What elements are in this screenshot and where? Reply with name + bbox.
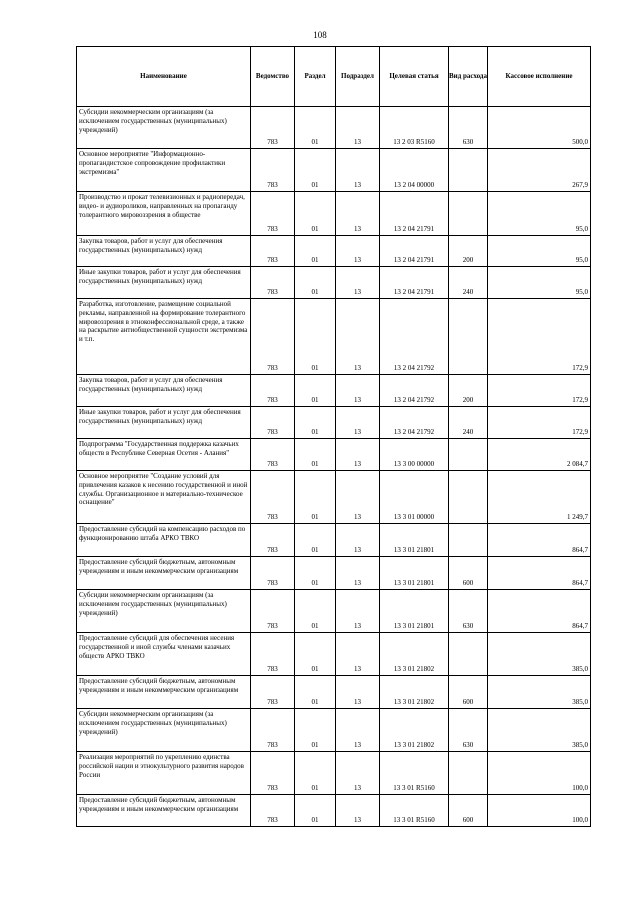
cell-section: 01 [295, 107, 336, 149]
cell-type: 630 [449, 590, 488, 633]
cell-dept: 783 [251, 267, 295, 299]
cell-section: 01 [295, 524, 336, 557]
cell-section: 01 [295, 375, 336, 407]
cell-name: Иные закупки товаров, работ и услуг для обеспечения государственных (муниципальных) нужд [77, 267, 251, 299]
table-row [77, 149, 591, 192]
cell-dept: 783 [251, 107, 295, 149]
cell-subsection: 13 [336, 439, 380, 471]
table-row [77, 524, 591, 557]
table-row [77, 107, 591, 149]
table-row [77, 471, 591, 524]
cell-dept: 783 [251, 633, 295, 676]
cell-subsection: 13 [336, 633, 380, 676]
cell-name: Производство и прокат телевизионных и радиопередач, видео- и аудиороликов, направленных на пропаганду толерантного мировоззрения в обществе [77, 192, 251, 236]
cell-cash: 2 084,7 [488, 439, 591, 471]
cell-target: 13 2 04 21792 [380, 407, 449, 439]
header-section: Раздел [295, 47, 336, 107]
cell-cash: 385,0 [488, 633, 591, 676]
cell-target: 13 3 01 00000 [380, 471, 449, 524]
budget-table [76, 46, 591, 827]
cell-dept: 783 [251, 795, 295, 827]
cell-cash: 864,7 [488, 524, 591, 557]
cell-subsection: 13 [336, 795, 380, 827]
cell-type: 600 [449, 676, 488, 709]
cell-section: 01 [295, 471, 336, 524]
cell-section: 01 [295, 267, 336, 299]
cell-dept: 783 [251, 471, 295, 524]
cell-subsection: 13 [336, 149, 380, 192]
table-row [77, 236, 591, 267]
cell-target: 13 2 04 21791 [380, 236, 449, 267]
header-dept: Ведомство [251, 47, 295, 107]
cell-dept: 783 [251, 676, 295, 709]
cell-target: 13 2 04 00000 [380, 149, 449, 192]
cell-name: Предоставление субсидий бюджетным, автономным учреждениям и иным некоммерческим организациям [77, 676, 251, 709]
cell-target: 13 2 04 21791 [380, 267, 449, 299]
cell-name: Субсидии некоммерческим организациям (за исключением государственных (муниципальных) учреждений) [77, 590, 251, 633]
cell-target: 13 2 04 21792 [380, 375, 449, 407]
cell-dept: 783 [251, 375, 295, 407]
cell-target: 13 3 01 21802 [380, 709, 449, 752]
cell-subsection: 13 [336, 590, 380, 633]
header-name: Наименование [77, 47, 251, 107]
cell-subsection: 13 [336, 375, 380, 407]
cell-dept: 783 [251, 590, 295, 633]
cell-type [449, 752, 488, 795]
page-number: 108 [313, 30, 327, 40]
cell-target: 13 3 01 21801 [380, 524, 449, 557]
cell-name: Подпрограмма "Государственная поддержка казачьих обществ в Республике Северная Осетия - Алания" [77, 439, 251, 471]
cell-cash: 172,9 [488, 407, 591, 439]
table-row [77, 375, 591, 407]
cell-cash: 95,0 [488, 192, 591, 236]
cell-target: 13 2 04 21791 [380, 192, 449, 236]
cell-dept: 783 [251, 557, 295, 590]
cell-type: 240 [449, 267, 488, 299]
cell-name: Реализация мероприятий по укреплению единства российской нации и этнокультурного развития народов России [77, 752, 251, 795]
cell-dept: 783 [251, 439, 295, 471]
table-row [77, 192, 591, 236]
cell-subsection: 13 [336, 407, 380, 439]
cell-name: Основное мероприятие "Информационно-пропагандистское сопровождение профилактики экстремизма" [77, 149, 251, 192]
cell-cash: 172,9 [488, 375, 591, 407]
cell-subsection: 13 [336, 676, 380, 709]
cell-section: 01 [295, 633, 336, 676]
cell-name: Предоставление субсидий на компенсацию расходов по функционированию штаба АРКО ТВКО [77, 524, 251, 557]
cell-type [449, 524, 488, 557]
cell-section: 01 [295, 299, 336, 375]
cell-type: 240 [449, 407, 488, 439]
cell-dept: 783 [251, 236, 295, 267]
cell-cash: 95,0 [488, 236, 591, 267]
cell-subsection: 13 [336, 267, 380, 299]
cell-section: 01 [295, 709, 336, 752]
cell-name: Иные закупки товаров, работ и услуг для обеспечения государственных (муниципальных) нужд [77, 407, 251, 439]
cell-type: 200 [449, 236, 488, 267]
cell-type [449, 299, 488, 375]
cell-subsection: 13 [336, 299, 380, 375]
cell-name: Субсидии некоммерческим организациям (за исключением государственных (муниципальных) учреждений) [77, 107, 251, 149]
cell-name: Закупка товаров, работ и услуг для обеспечения государственных (муниципальных) нужд [77, 236, 251, 267]
cell-type: 600 [449, 557, 488, 590]
cell-dept: 783 [251, 407, 295, 439]
cell-cash: 172,9 [488, 299, 591, 375]
cell-target: 13 2 03 R5160 [380, 107, 449, 149]
cell-cash: 500,0 [488, 107, 591, 149]
cell-name: Предоставление субсидий бюджетным, автономным учреждениям и иным некоммерческим организациям [77, 795, 251, 827]
cell-target: 13 2 04 21792 [380, 299, 449, 375]
cell-subsection: 13 [336, 192, 380, 236]
header-target: Целевая статья [380, 47, 449, 107]
cell-target: 13 3 00 00000 [380, 439, 449, 471]
cell-subsection: 13 [336, 107, 380, 149]
cell-type: 200 [449, 375, 488, 407]
cell-cash: 385,0 [488, 709, 591, 752]
cell-dept: 783 [251, 149, 295, 192]
cell-dept: 783 [251, 192, 295, 236]
table-row [77, 633, 591, 676]
cell-name: Предоставление субсидий для обеспечения несения государственной и иной службы членами казачьих обществ АРКО ТВКО [77, 633, 251, 676]
cell-type [449, 633, 488, 676]
cell-target: 13 3 01 R5160 [380, 752, 449, 795]
cell-type [449, 149, 488, 192]
cell-dept: 783 [251, 524, 295, 557]
cell-section: 01 [295, 676, 336, 709]
cell-type [449, 471, 488, 524]
cell-cash: 95,0 [488, 267, 591, 299]
cell-name: Предоставление субсидий бюджетным, автономным учреждениям и иным некоммерческим организациям [77, 557, 251, 590]
table-header-row [77, 47, 591, 107]
cell-cash: 385,0 [488, 676, 591, 709]
table-row [77, 752, 591, 795]
cell-section: 01 [295, 590, 336, 633]
table-row [77, 267, 591, 299]
table-body [77, 107, 591, 827]
cell-target: 13 3 01 21801 [380, 590, 449, 633]
cell-type [449, 439, 488, 471]
cell-type [449, 192, 488, 236]
header-subsection: Подраздел [336, 47, 380, 107]
table-row [77, 407, 591, 439]
cell-section: 01 [295, 557, 336, 590]
table-row [77, 557, 591, 590]
cell-section: 01 [295, 752, 336, 795]
cell-subsection: 13 [336, 709, 380, 752]
cell-name: Основное мероприятие "Создание условий для привлечения казаков к несению государственной и иной службы. Организационное и материально-техническое оснащение" [77, 471, 251, 524]
cell-cash: 1 249,7 [488, 471, 591, 524]
cell-type: 600 [449, 795, 488, 827]
table-row [77, 709, 591, 752]
cell-cash: 100,0 [488, 752, 591, 795]
cell-target: 13 3 01 21801 [380, 557, 449, 590]
cell-target: 13 3 01 21802 [380, 633, 449, 676]
cell-cash: 864,7 [488, 557, 591, 590]
cell-section: 01 [295, 149, 336, 192]
table-row [77, 439, 591, 471]
table-row [77, 299, 591, 375]
header-type: Вид расхода [449, 47, 488, 107]
cell-target: 13 3 01 R5160 [380, 795, 449, 827]
cell-cash: 267,9 [488, 149, 591, 192]
cell-section: 01 [295, 192, 336, 236]
cell-subsection: 13 [336, 524, 380, 557]
cell-section: 01 [295, 407, 336, 439]
cell-cash: 864,7 [488, 590, 591, 633]
table-row [77, 590, 591, 633]
cell-type: 630 [449, 709, 488, 752]
table-row [77, 676, 591, 709]
cell-dept: 783 [251, 299, 295, 375]
cell-section: 01 [295, 795, 336, 827]
cell-type: 630 [449, 107, 488, 149]
cell-cash: 100,0 [488, 795, 591, 827]
header-cash: Кассовое исполнение [488, 47, 591, 107]
cell-subsection: 13 [336, 236, 380, 267]
cell-dept: 783 [251, 752, 295, 795]
cell-name: Субсидии некоммерческим организациям (за исключением государственных (муниципальных) учреждений) [77, 709, 251, 752]
cell-subsection: 13 [336, 752, 380, 795]
cell-dept: 783 [251, 709, 295, 752]
cell-subsection: 13 [336, 557, 380, 590]
cell-section: 01 [295, 439, 336, 471]
cell-subsection: 13 [336, 471, 380, 524]
cell-target: 13 3 01 21802 [380, 676, 449, 709]
cell-section: 01 [295, 236, 336, 267]
table-row [77, 795, 591, 827]
cell-name: Закупка товаров, работ и услуг для обеспечения государственных (муниципальных) нужд [77, 375, 251, 407]
cell-name: Разработка, изготовление, размещение социальной рекламы, направленной на формирование толерантного мировоззрения в этноконфессиональной среде, а также на раскрытие антиобщественной сущности экстремизма и т.п. [77, 299, 251, 375]
